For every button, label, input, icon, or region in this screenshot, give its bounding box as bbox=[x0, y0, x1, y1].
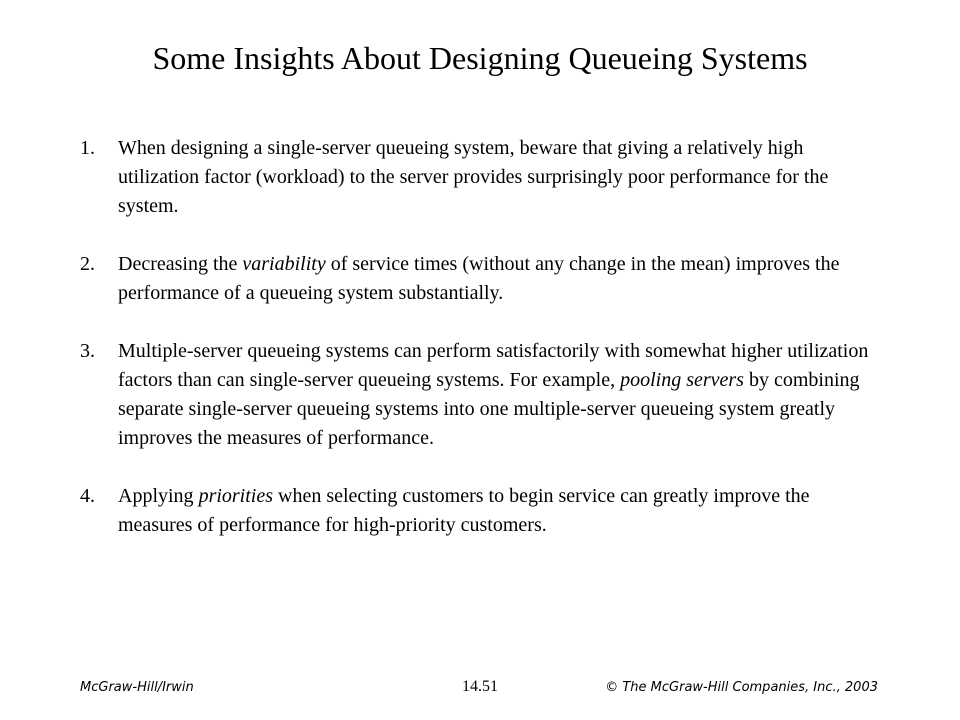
item-text-part: When designing a single-server queueing system, beware that giving a relatively high utilization factor (workload) to the server provides surprisingly poor performance for the system. bbox=[118, 137, 829, 217]
item-text bbox=[118, 134, 880, 221]
item-text-part: of service times (without any change in the mean) improves the performance of a queueing system substantially. bbox=[118, 253, 840, 304]
list-item bbox=[80, 482, 880, 540]
item-number: 3. bbox=[80, 340, 95, 362]
item-number: 4. bbox=[80, 485, 95, 507]
item-text bbox=[118, 337, 880, 453]
item-text-part: Applying bbox=[118, 485, 199, 507]
item-text-part: Multiple-server queueing systems can perform satisfactorily with somewhat higher utilization factors than can single-server queueing systems. For example, bbox=[118, 340, 869, 391]
footer-copyright: © The McGraw-Hill Companies, Inc., 2003 bbox=[605, 680, 878, 695]
emphasis-priorities: priorities bbox=[198, 485, 274, 507]
insights-list bbox=[80, 134, 880, 569]
footer-slide-number: 14.51 bbox=[462, 678, 498, 695]
emphasis-variability: variability bbox=[242, 253, 326, 275]
item-text-part: by combining separate single-server queueing systems into one multiple-server queueing system greatly improves the measures of performance. bbox=[118, 369, 860, 449]
slide-title: Some Insights About Designing Queueing Systems bbox=[152, 40, 808, 76]
item-text-part: Decreasing the bbox=[118, 253, 243, 275]
list-item bbox=[80, 337, 880, 453]
item-number: 1. bbox=[80, 137, 95, 159]
emphasis-pooling-servers: pooling servers bbox=[620, 369, 744, 391]
item-text-part: when selecting customers to begin service can greatly improve the measures of performance for high-priority customers. bbox=[118, 485, 810, 536]
item-text bbox=[118, 482, 880, 540]
item-text bbox=[118, 250, 880, 308]
footer-publisher: McGraw-Hill/Irwin bbox=[80, 680, 194, 695]
item-number: 2. bbox=[80, 253, 95, 275]
list-item bbox=[80, 134, 880, 221]
list-item bbox=[80, 250, 880, 308]
